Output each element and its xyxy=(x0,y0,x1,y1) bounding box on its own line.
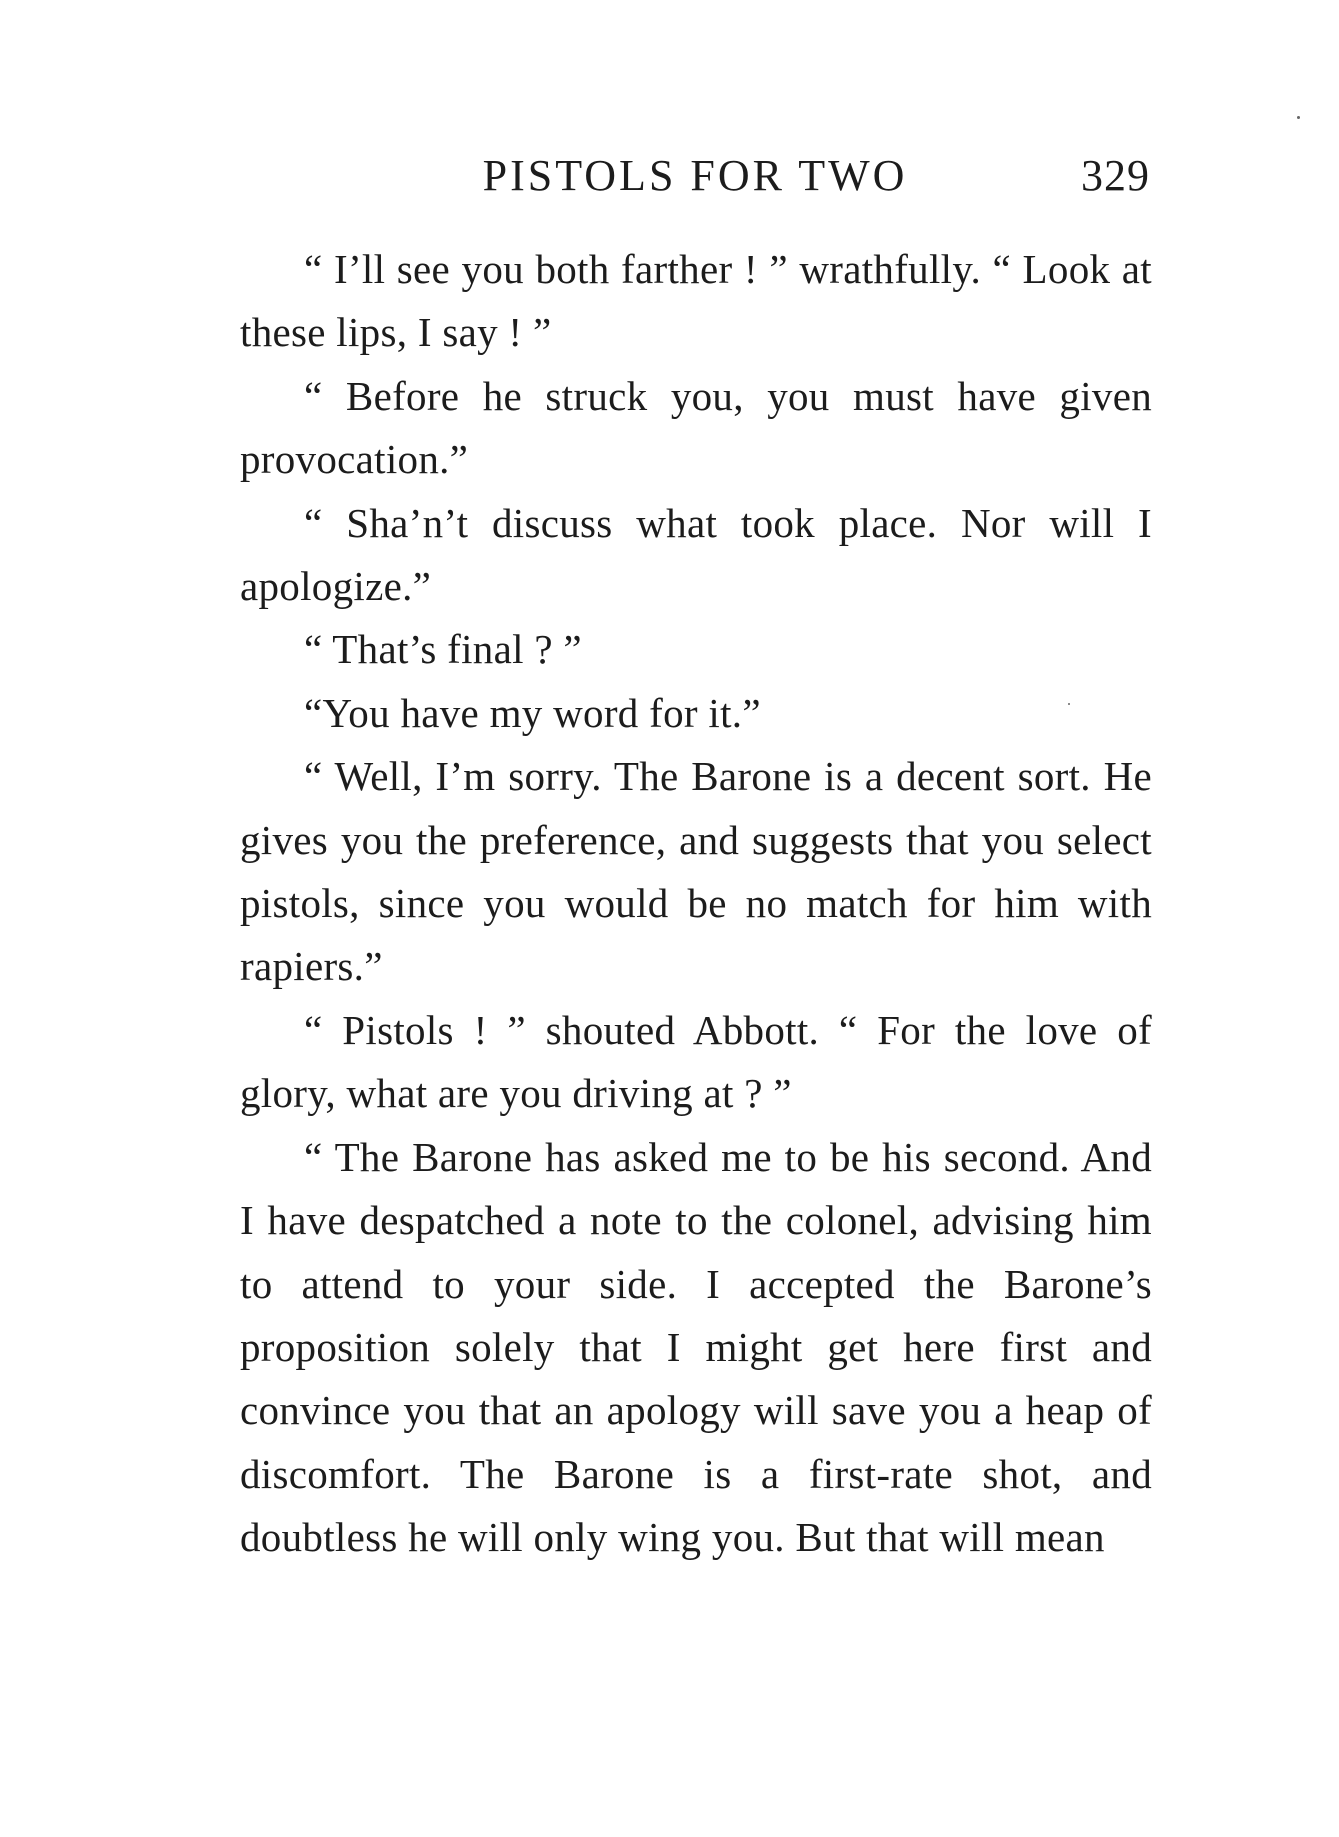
body-text xyxy=(240,238,1152,1570)
paragraph: “ Pistols ! ” shouted Abbott. “ For the love of glory, what are you driving at ? ” xyxy=(240,1006,1152,1117)
paragraph: “ That’s final ? ” xyxy=(304,626,582,673)
running-title: PISTOLS FOR TWO xyxy=(482,151,908,200)
paragraph: “ I’ll see you both farther ! ” wrathfully. “ Look at these lips, I say ! ” xyxy=(240,246,1152,356)
paragraph: “ Well, I’m sorry. The Barone is a decent sort. He gives you the preference, and suggests that you select pistols, since you would be no match for him with rapiers.” xyxy=(240,753,1152,990)
paragraph: “You have my word for it.” xyxy=(304,689,761,736)
paragraph: “ Before he struck you, you must have given provocation.” xyxy=(240,372,1152,483)
paper-speck xyxy=(1297,116,1300,119)
paragraph: “ Sha’n’t discuss what took place. Nor will I apologize.” xyxy=(240,499,1152,610)
paper-speck xyxy=(1068,703,1070,705)
paragraph: “ The Barone has asked me to be his second. And I have despatched a note to the colonel, advising him to attend to your side. I accepted the Barone’s proposition solely that I might get here first and convince you that an apology will save you a heap of discomfort. The Barone is a first-rate shot, and doubtless he will only wing you. But that will mean xyxy=(240,1133,1152,1561)
page-number: 329 xyxy=(1081,151,1150,200)
running-head xyxy=(240,148,1150,204)
